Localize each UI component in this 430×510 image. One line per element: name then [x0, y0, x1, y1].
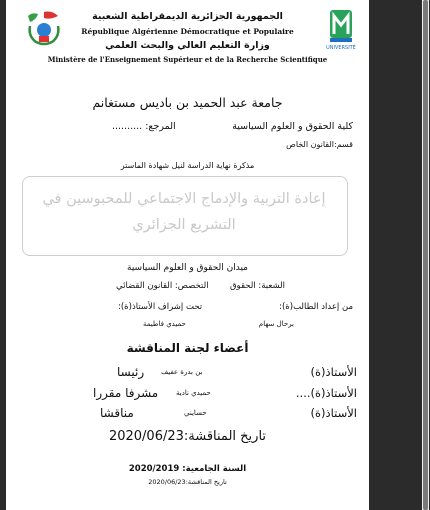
republic-arabic: الجمهورية الجزائرية الديمقراطية الشعبية	[92, 11, 283, 22]
academic-year: السنة الجامعية: 2020/2019	[128, 464, 247, 474]
specialty: التخصص: القانون القضائي	[116, 281, 209, 291]
document-page	[6, 0, 369, 510]
supervisor-label: تحت إشراف الأستاذ(ة):	[118, 302, 203, 312]
viewer-background	[369, 0, 430, 510]
defense-date-small: تاريخ المناقشة:2020/06/23	[148, 478, 227, 486]
faculty-name: كلية الحقوق و العلوم السياسية	[232, 121, 353, 132]
vertical-scrollbar[interactable]	[422, 0, 429, 510]
thesis-title: إعادة التربية والإدماج الاجتماعي للمحبوسين في التشريع الجزائري	[42, 191, 326, 233]
supervisor-name: حميدي فاطيمة	[143, 320, 186, 328]
defense-date: تاريخ المناقشة:2020/06/23	[108, 429, 267, 444]
republic-french: République Algérienne Démocratique et Populaire	[81, 27, 294, 36]
university-name: جامعة عبد الحميد بن باديس مستغانم	[92, 95, 283, 110]
committee-title: أعضاء لجنة المناقشة	[126, 341, 249, 355]
committee-member-title: الأستاذ(ة)	[310, 406, 357, 420]
committee-member-title: الأستاذ(ة)....	[295, 386, 357, 400]
committee-member-role: مناقشا	[100, 406, 134, 420]
committee-member-role: رئيسا	[117, 365, 145, 379]
scrollbar-thumb[interactable]	[423, 0, 428, 510]
ministry-french: Ministère de l'Enseignement Supérieur et de la Recherche Scientifique	[47, 55, 328, 64]
committee-member-name: حسايني	[184, 409, 207, 417]
committee-member-role: مشرفا مقررا	[93, 386, 159, 400]
reference-field: المرجع: ..........	[112, 121, 176, 132]
committee-member-name: حميدي نادية	[176, 389, 211, 397]
committee-member-title: الأستاذ(ة)	[310, 365, 357, 379]
department-name: قسم:القانون الخاص	[286, 140, 353, 149]
student-name: برحال سهام	[258, 320, 294, 328]
prepared-by-label: من إعداد الطالب(ة):	[279, 302, 353, 312]
committee-member-name: بن بدرة عفيف	[161, 368, 203, 376]
field-name: ميدان الحقوق و العلوم السياسية	[127, 263, 248, 273]
ministry-arabic: وزارة التعليم العالي والبحث العلمي	[105, 40, 270, 51]
branch: الشعبة: الحقوق	[229, 281, 285, 291]
svg-text:UNIVERSITÉ: UNIVERSITÉ	[326, 45, 356, 51]
thesis-type: مذكرة نهاية الدراسة لنيل شهادة الماستر	[120, 161, 255, 170]
